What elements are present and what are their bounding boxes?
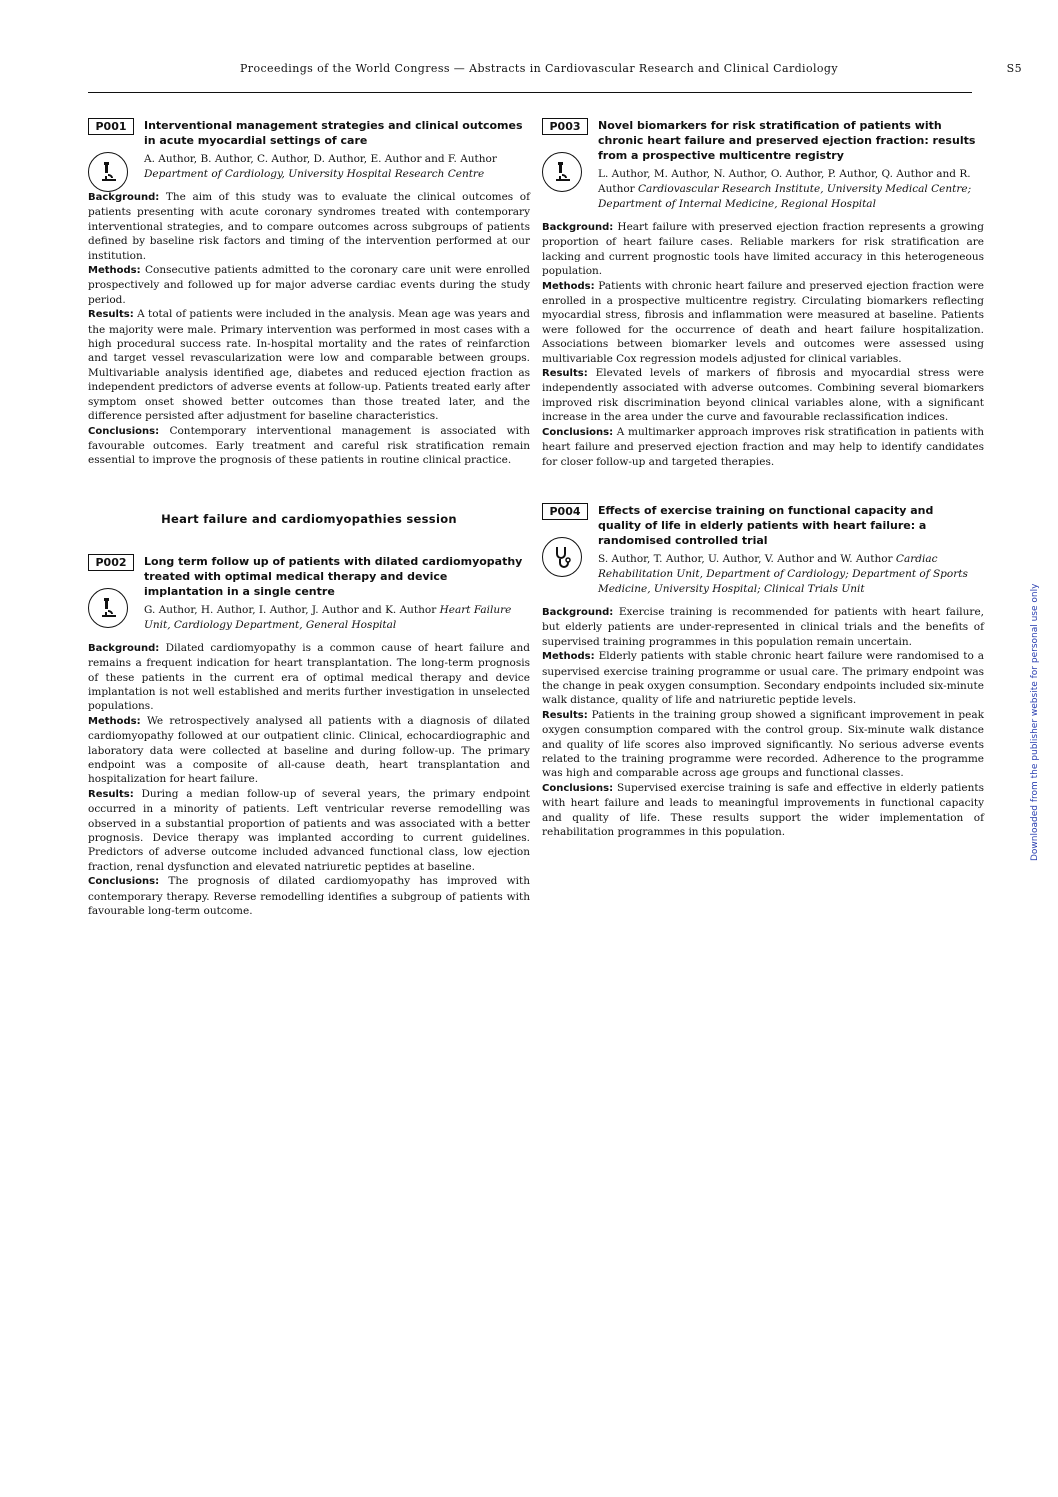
abstract-title: Novel biomarkers for risk stratification of patients with chronic heart failure and preserved ejection fraction: results from a prospective multicentre registry: [598, 119, 976, 162]
paragraph-text: Dilated cardiomyopathy is a common cause of heart failure and remains a frequent indication for heart transplantation. The long-term prognosis of these patients in the current era of optimal medical therapy and device implantation is not well established and merits further investigation in unselected populations.: [88, 641, 530, 713]
author-affiliation: Cardiovascular Research Institute, University Medical Centre; Department of Internal Medicine, Regional Hospital: [598, 183, 972, 210]
microscope-icon: [542, 152, 582, 192]
paragraph-lead: Background:: [88, 192, 160, 203]
stethoscope-icon: [542, 537, 582, 577]
abstract-title: Interventional management strategies and clinical outcomes in acute myocardial settings of care: [144, 119, 523, 147]
abstract-id: P001: [88, 118, 134, 135]
paragraph-text: The prognosis of dilated cardiomyopathy has improved with contemporary therapy. Reverse remodelling identifies a subgroup of patients with favourable long-term outcome.: [88, 875, 530, 918]
abstract-title: Long term follow up of patients with dilated cardiomyopathy treated with optimal medical therapy and device implantation in a single centre: [144, 554, 523, 598]
abstract-paragraph: [88, 307, 530, 423]
abstract-paragraph: [542, 220, 984, 279]
microscope-icon: [88, 152, 128, 192]
abstract-paragraph: [88, 874, 530, 918]
abstract: [88, 118, 530, 468]
abstract-authors: [598, 552, 984, 597]
author-affiliation: Cardiac Rehabilitation Unit, Department of Cardiology; Department of Sports Medicine, University Hospital; Clinical Trials Unit: [598, 552, 968, 595]
paragraph-text: Patients in the training group showed a significant improvement in peak oxygen consumption compared with the control group. Six-minute walk distance and quality of life scores also improved significantly. No serious adverse events related to the training programme were recorded. Adherence to the programme was high and comparable across age groups and functional classes.: [542, 708, 984, 780]
abstract-paragraph: [88, 424, 530, 468]
abstract-paragraph: [542, 425, 984, 469]
abstract: [542, 503, 984, 840]
abstract-id: P004: [542, 503, 588, 520]
abstract-body: [88, 190, 530, 468]
abstract: [542, 118, 984, 469]
author-list: L. Author, M. Author, N. Author, O. Author, P. Author, Q. Author and R. Author: [598, 168, 971, 195]
abstract: [88, 554, 530, 919]
abstract-paragraph: [88, 263, 530, 307]
abstract-authors: [144, 603, 530, 633]
author-affiliation: Heart Failure Unit, Cardiology Department, General Hospital: [144, 603, 512, 631]
author-list: S. Author, T. Author, U. Author, V. Author and W. Author: [598, 552, 893, 565]
abstract-title: Effects of exercise training on functional capacity and quality of life in elderly patients with heart failure: a randomised controlled trial: [598, 503, 934, 547]
paragraph-lead: Results:: [88, 788, 134, 800]
paragraph-lead: Background:: [542, 606, 614, 618]
abstract-header: [542, 118, 984, 163]
abstract-header: [88, 554, 530, 599]
abstract-paragraph: [88, 641, 530, 714]
paragraph-lead: Methods:: [542, 651, 595, 663]
paragraph-lead: Results:: [88, 309, 134, 321]
header-rule: [88, 92, 972, 93]
paragraph-text: Consecutive patients admitted to the coronary care unit were enrolled prospectively and followed up for major adverse cardiac events during the study period.: [88, 264, 530, 306]
abstract-header: [88, 118, 530, 148]
abstract-paragraph: [88, 714, 530, 787]
abstract-paragraph: [542, 279, 984, 366]
author-affiliation: Department of Cardiology, University Hospital Research Centre: [144, 168, 485, 180]
abstract-body: [542, 605, 984, 840]
microscope-icon: [88, 588, 128, 628]
abstract-header: [542, 503, 984, 548]
abstract-paragraph: [88, 190, 530, 263]
paragraph-text: Elevated levels of markers of fibrosis and myocardial stress were independently associated with adverse outcomes. Combining several biomarkers improved risk discrimination beyond clinical variables alone, with a significant increase in the area under the curve and favourable reclassification indices.: [542, 367, 984, 424]
running-title: Proceedings of the World Congress — Abstracts in Cardiovascular Research and Clinical Cardiology: [240, 62, 838, 75]
page-number: S5: [1006, 62, 1022, 75]
paragraph-lead: Conclusions:: [88, 876, 160, 888]
paragraph-text: Patients with chronic heart failure and preserved ejection fraction were enrolled in a prospective multicentre registry. Circulating biomarkers reflecting myocardial stress, fibrosis and inflammation were measured at baseline. Patients were followed for the occurrence of death and heart failure hospitalization. Associations between biomarker levels and outcomes were assessed using multivariable Cox regression models adjusted for clinical variables.: [542, 279, 984, 365]
paragraph-text: Elderly patients with stable chronic heart failure were randomised to a supervised exercise training programme or usual care. The primary endpoint was the change in peak oxygen consumption. Secondary endpoints included six-minute walk distance, quality of life and natriuretic peptide levels.: [542, 650, 984, 707]
paragraph-text: Heart failure with preserved ejection fraction represents a growing proportion of heart failure cases. Reliable markers for risk stratification are lacking and current prognostic tools have limited accuracy in this heterogeneous population.: [542, 221, 984, 278]
abstract-authors: [598, 167, 984, 212]
paragraph-text: The aim of this study was to evaluate the clinical outcomes of patients presenting with acute coronary syndromes treated with contemporary interventional strategies, and to compare outcomes across subgroups of patients defined by baseline risk factors and timing of the intervention performed at our institution.: [88, 191, 530, 262]
paragraph-lead: Methods:: [88, 265, 141, 277]
paragraph-lead: Conclusions:: [88, 425, 160, 437]
left-column: [88, 118, 530, 918]
paragraph-text: Contemporary interventional management is associated with favourable outcomes. Early treatment and careful risk stratification remain essential to improve the prognosis of these patients in routine clinical practice.: [88, 424, 530, 467]
paragraph-text: A multimarker approach improves risk stratification in patients with heart failure and preserved ejection fraction and may help to identify candidates for closer follow-up and targeted therapies.: [542, 425, 984, 468]
paragraph-lead: Results:: [542, 368, 588, 380]
paragraph-lead: Methods:: [88, 715, 141, 727]
paragraph-text: A total of patients were included in the analysis. Mean age was years and the majority were male. Primary intervention was performed in most cases with a high procedural success rate. In-hospital mortality and the rates of reinfarction and target vessel revascularization were low and comparable between groups. Multivariable analysis identified age, diabetes and reduced ejection fraction as independent predictors of adverse events at follow-up. Patients treated early after symptom onset showed better outcomes than those treated later, and the difference persisted after adjustment for baseline characteristics.: [88, 308, 530, 423]
abstract-paragraph: [542, 649, 984, 708]
abstract-body: [88, 641, 530, 919]
abstract-paragraph: [88, 787, 530, 874]
abstract-id: P002: [88, 554, 134, 571]
section-heading: Heart failure and cardiomyopathies session: [161, 511, 457, 526]
abstract-paragraph: [542, 366, 984, 425]
abstract-paragraph: [542, 605, 984, 649]
abstract-paragraph: [542, 781, 984, 840]
author-list: A. Author, B. Author, C. Author, D. Author, E. Author and F. Author: [144, 153, 497, 165]
paragraph-lead: Conclusions:: [542, 782, 614, 794]
abstract-authors: [144, 152, 530, 182]
running-header: [240, 62, 1040, 75]
author-list: G. Author, H. Author, I. Author, J. Author and K. Author: [144, 603, 437, 616]
abstract-id: P003: [542, 118, 588, 135]
paragraph-text: During a median follow-up of several years, the primary endpoint occurred in a minority of patients. Left ventricular reverse remodelling was observed in a substantial proportion of patients and was associated with a better prognosis. Device therapy was implanted according to current guidelines. Predictors of adverse outcome included advanced functional class, low ejection fraction, renal dysfunction and elevated natriuretic peptides at baseline.: [88, 787, 530, 873]
paragraph-lead: Background:: [542, 222, 614, 233]
right-column: [542, 118, 984, 839]
paragraph-text: Supervised exercise training is safe and effective in elderly patients with heart failure and leads to meaningful improvements in functional capacity and quality of life. These results support the wider implementation of rehabilitation programmes in this population.: [542, 781, 984, 838]
abstract-body: [542, 220, 984, 469]
paragraph-text: Exercise training is recommended for patients with heart failure, but elderly patients are under-represented in clinical trials and the benefits of supervised training programmes in this population remain uncertain.: [542, 605, 984, 648]
paragraph-lead: Results:: [542, 709, 588, 721]
side-download-link[interactable]: Downloaded from the publisher website for personal use only: [1030, 583, 1040, 861]
paragraph-lead: Conclusions:: [542, 426, 614, 438]
paragraph-text: We retrospectively analysed all patients with a diagnosis of dilated cardiomyopathy followed at our outpatient clinic. Clinical, echocardiographic and laboratory data were collected at baseline and during follow-up. The primary endpoint was a composite of all-cause death, heart transplantation and hospitalization for heart failure.: [88, 714, 530, 786]
paragraph-lead: Background:: [88, 642, 160, 654]
paragraph-lead: Methods:: [542, 280, 595, 292]
abstract-paragraph: [542, 708, 984, 781]
